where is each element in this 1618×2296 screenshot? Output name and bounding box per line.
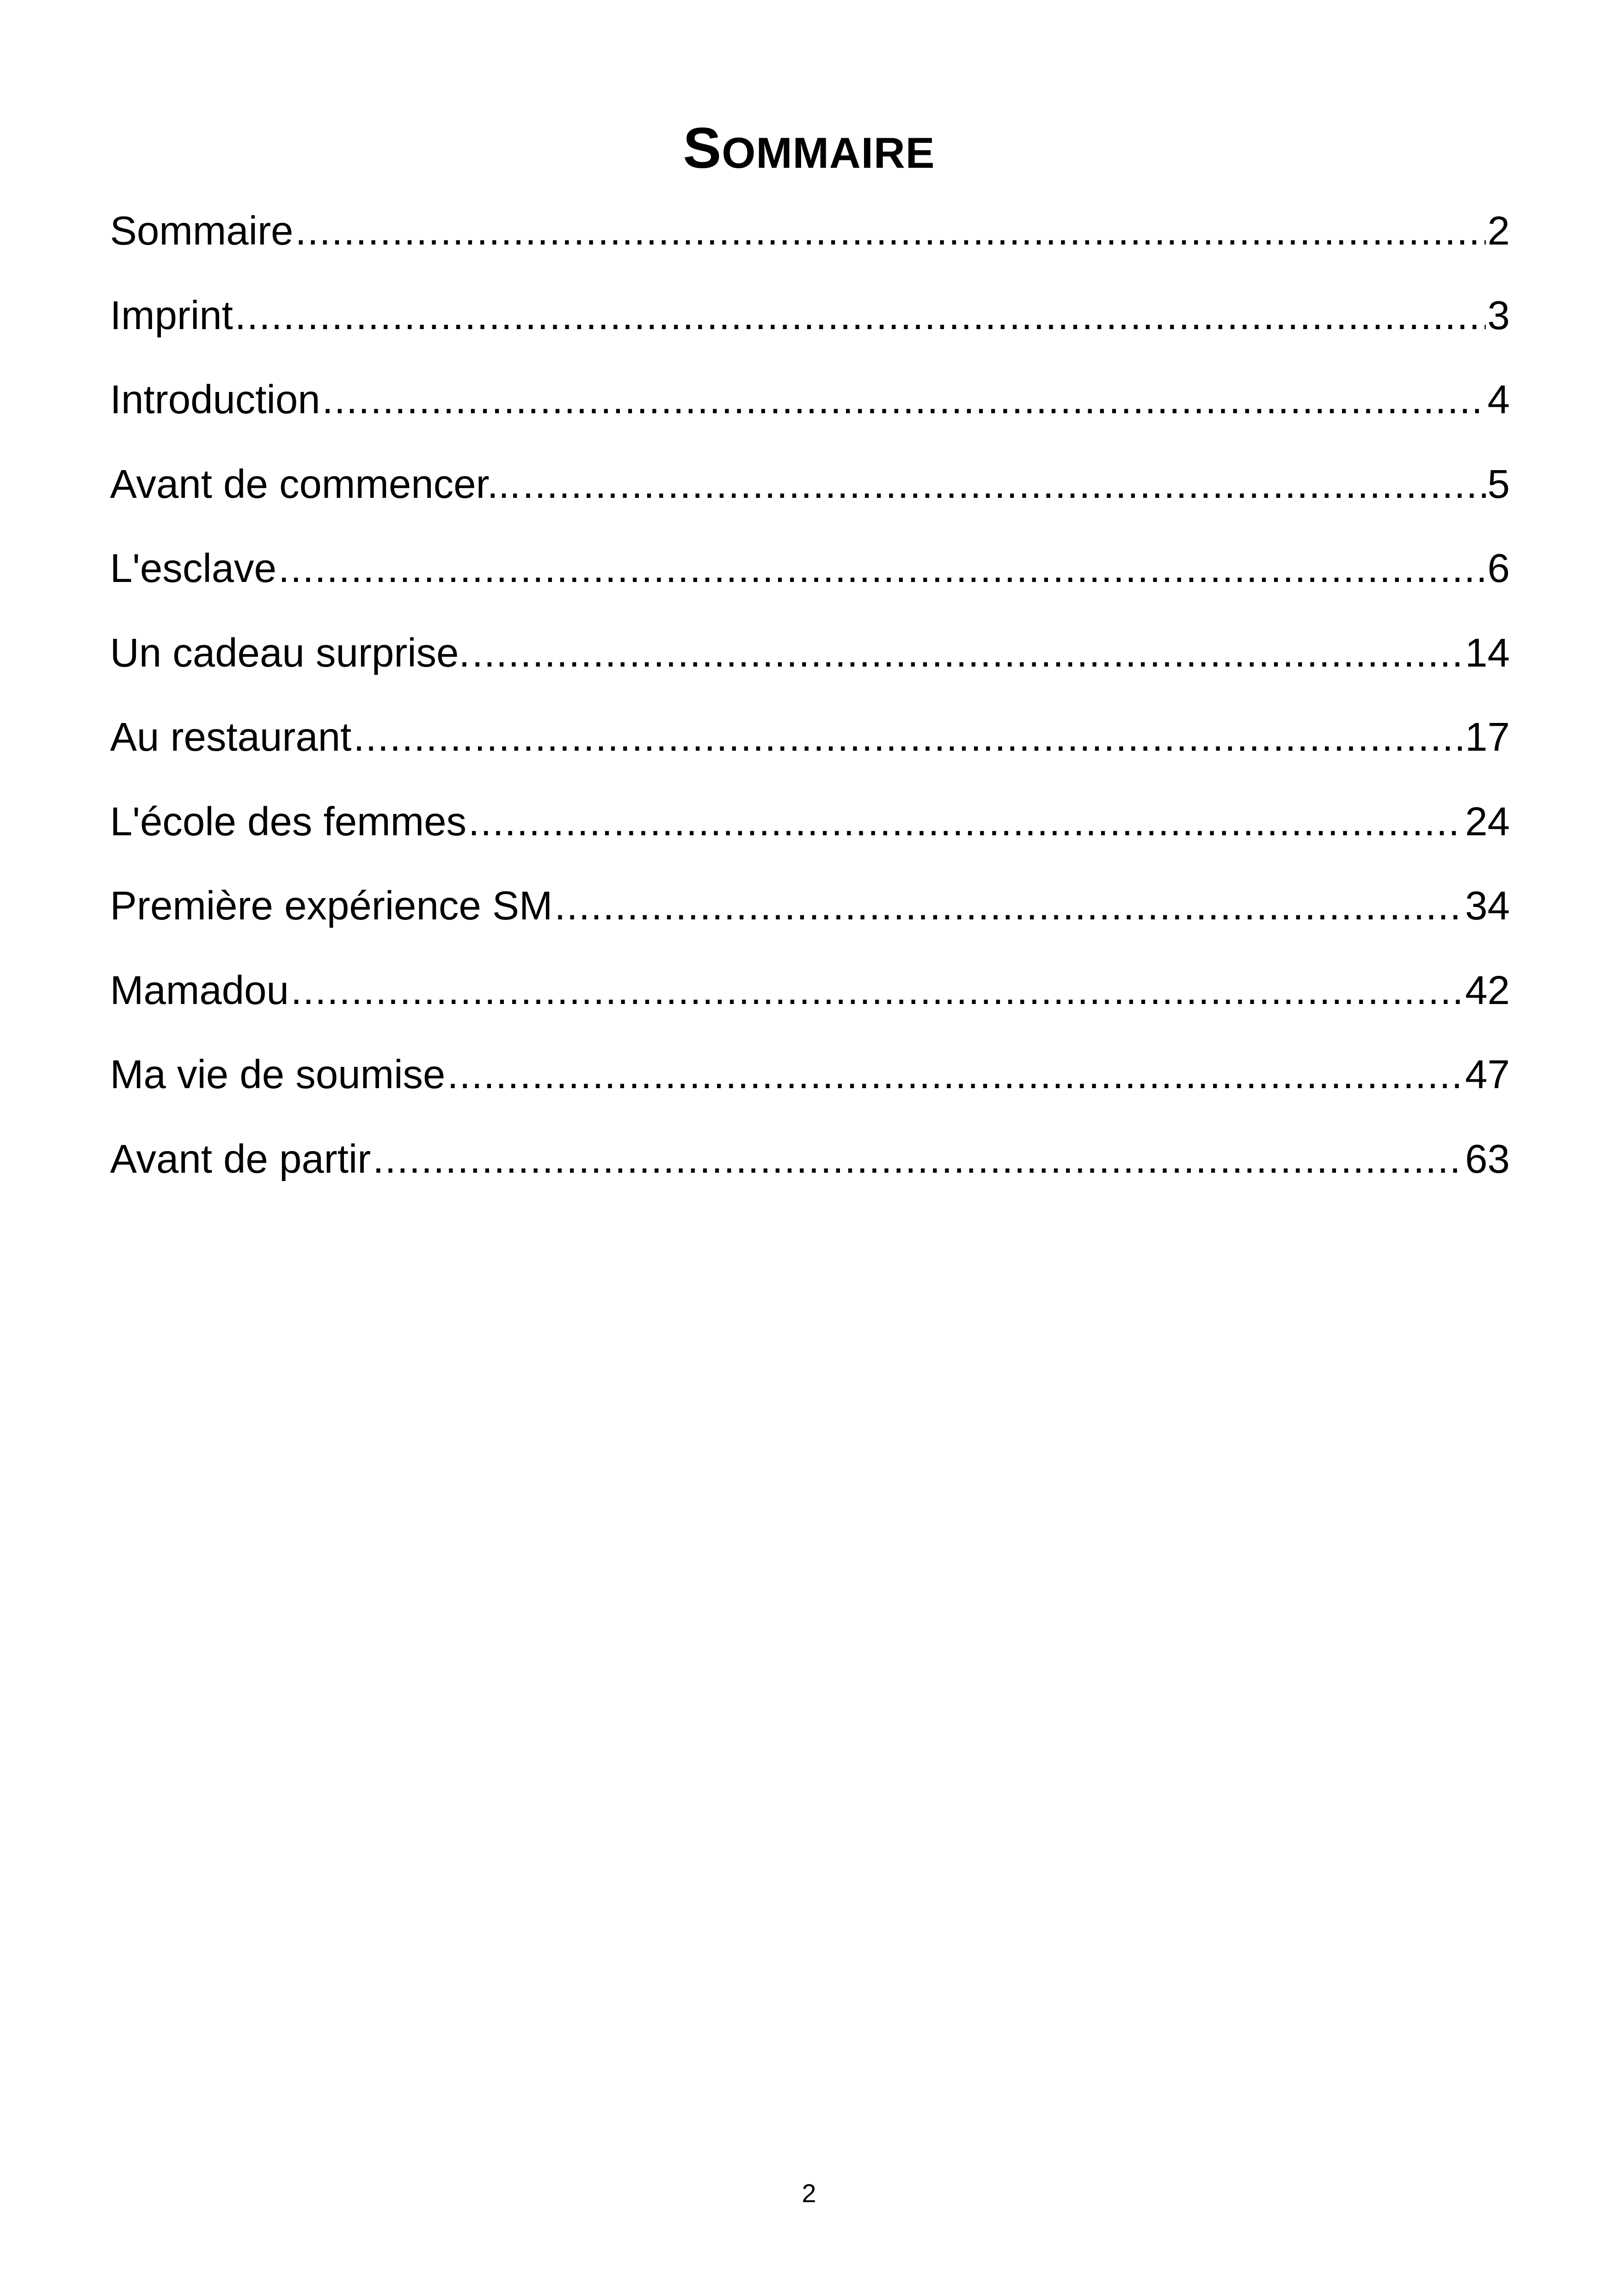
- dot-leader: [373, 1132, 1463, 1187]
- toc-entry-label: Avant de commencer...: [110, 461, 521, 507]
- toc-entry-page: 14: [1465, 630, 1510, 675]
- toc-entry-page: 5: [1487, 461, 1510, 507]
- dot-leader: [554, 878, 1463, 934]
- toc-entry[interactable]: [110, 878, 1510, 963]
- toc-entry-label: Première expérience SM: [110, 883, 553, 928]
- title-first-letter: S: [683, 116, 722, 180]
- toc-entry-page: 47: [1465, 1052, 1510, 1097]
- toc-entry[interactable]: [110, 288, 1510, 373]
- toc-entry-page: 17: [1465, 715, 1510, 759]
- dot-leader: [472, 625, 1464, 681]
- toc-entry[interactable]: [110, 710, 1510, 794]
- toc-entry-page: 4: [1487, 377, 1510, 422]
- toc-entry[interactable]: [110, 794, 1510, 879]
- toc-entry-label: Un cadeau surprise.: [110, 630, 470, 675]
- toc-entry[interactable]: [110, 1047, 1510, 1132]
- toc-entry-label: Ma vie de soumise: [110, 1052, 446, 1097]
- toc-entry[interactable]: [110, 541, 1510, 625]
- toc-entry-label: Introduction: [110, 377, 320, 422]
- toc-entry-label: L'école des femmes: [110, 799, 466, 844]
- toc-entry-page: 3: [1487, 293, 1510, 338]
- toc-entry[interactable]: [110, 203, 1510, 288]
- toc-entry-label: Avant de partir: [110, 1136, 371, 1182]
- toc-entry-label: Au restaurant: [110, 715, 352, 759]
- toc-entry-page: 42: [1465, 967, 1510, 1013]
- dot-leader: [322, 372, 1486, 428]
- toc-entry[interactable]: [110, 963, 1510, 1047]
- dot-leader: [522, 457, 1485, 512]
- toc-entry-page: 24: [1465, 799, 1510, 844]
- toc-entry-label: Imprint: [110, 293, 233, 338]
- dot-leader: [353, 710, 1463, 765]
- toc-entry-label: Mamadou: [110, 967, 289, 1013]
- table-of-contents: [110, 203, 1510, 1216]
- dot-leader: [468, 794, 1463, 850]
- toc-entry[interactable]: [110, 1132, 1510, 1216]
- toc-entry-page: 6: [1487, 546, 1510, 591]
- title-rest: OMMAIRE: [722, 128, 935, 177]
- toc-entry[interactable]: [110, 457, 1510, 541]
- toc-entry-page: 34: [1465, 883, 1510, 928]
- page-title: [0, 116, 1618, 181]
- dot-leader: [235, 288, 1486, 343]
- toc-entry-label: L'esclave: [110, 546, 276, 591]
- toc-entry[interactable]: [110, 372, 1510, 457]
- dot-leader: [291, 963, 1463, 1018]
- page-number: 2: [802, 2179, 816, 2208]
- dot-leader: [295, 203, 1485, 259]
- dot-leader: [278, 541, 1486, 596]
- dot-leader: [447, 1047, 1463, 1102]
- toc-entry[interactable]: [110, 625, 1510, 710]
- toc-entry-page: 2: [1487, 208, 1510, 253]
- toc-entry-page: 63: [1465, 1136, 1510, 1182]
- toc-entry-label: Sommaire: [110, 208, 294, 253]
